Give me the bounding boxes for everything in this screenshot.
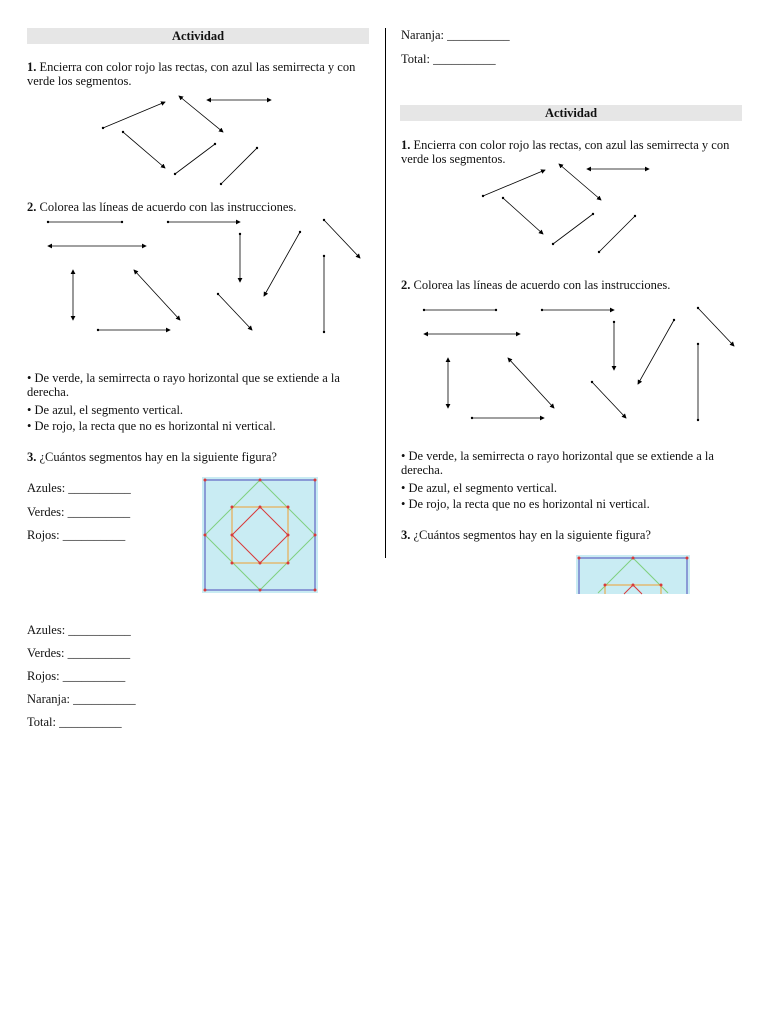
instruction-green-copy: • De verde, la semirrecta o rayo horizontal que se extiende a la derecha.	[401, 449, 714, 477]
instruction-red-copy: • De rojo, la recta que no es horizontal ni vertical.	[401, 497, 650, 511]
answer-rojos-2: Rojos: __________	[27, 669, 126, 683]
segments-figure-left	[202, 477, 318, 593]
question-1	[27, 60, 372, 88]
instruction-blue-copy: • De azul, el segmento vertical.	[401, 481, 558, 495]
answer-total-2: Total: __________	[27, 715, 122, 729]
question-3-text: ¿Cuántos segmentos hay en la siguiente figura?	[39, 450, 277, 464]
answer-rojos-1: Rojos: __________	[27, 528, 126, 542]
question-1-number: 1.	[27, 60, 37, 74]
segments-figure-right-cropped	[576, 555, 690, 594]
answer-naranja-1: Naranja: __________	[401, 28, 510, 42]
answer-naranja-2: Naranja: __________	[27, 692, 136, 706]
q2-lines-figure	[40, 212, 370, 337]
question-1-number-copy: 1.	[401, 138, 411, 152]
activity-title: Actividad	[27, 28, 369, 44]
question-3	[27, 450, 372, 464]
question-2-number: 2.	[27, 200, 37, 214]
question-3-text-copy: ¿Cuántos segmentos hay en la siguiente figura?	[413, 528, 651, 542]
question-3-number: 3.	[27, 450, 37, 464]
answer-verdes-1: Verdes: __________	[27, 505, 131, 519]
question-1-text-copy: Encierra con color rojo las rectas, con azul las semirrecta y con verde los segmentos.	[401, 138, 730, 166]
instruction-blue: • De azul, el segmento vertical.	[27, 403, 184, 417]
answer-total-1: Total: __________	[401, 52, 496, 66]
answer-azules-1: Azules: __________	[27, 481, 131, 495]
instruction-red: • De rojo, la recta que no es horizontal ni vertical.	[27, 419, 276, 433]
instruction-green: • De verde, la semirrecta o rayo horizontal que se extiende a la derecha.	[27, 371, 340, 399]
answer-verdes-2: Verdes: __________	[27, 646, 131, 660]
q2-lines-figure-copy	[416, 300, 746, 425]
q1-lines-figure	[95, 90, 285, 190]
question-2-text: Colorea las líneas de acuerdo con las instrucciones.	[39, 200, 297, 214]
answer-azules-2: Azules: __________	[27, 623, 131, 637]
activity-title-2: Actividad	[400, 105, 742, 121]
question-3-copy	[401, 528, 746, 542]
question-3-number-copy: 3.	[401, 528, 411, 542]
question-2-text-copy: Colorea las líneas de acuerdo con las instrucciones.	[413, 278, 671, 292]
column-divider	[385, 28, 386, 558]
question-1-text: Encierra con color rojo las rectas, con azul las semirrecta y con verde los segmentos.	[27, 60, 356, 88]
question-2-number-copy: 2.	[401, 278, 411, 292]
q1-lines-figure-copy	[475, 160, 665, 260]
question-2-copy	[401, 278, 746, 292]
